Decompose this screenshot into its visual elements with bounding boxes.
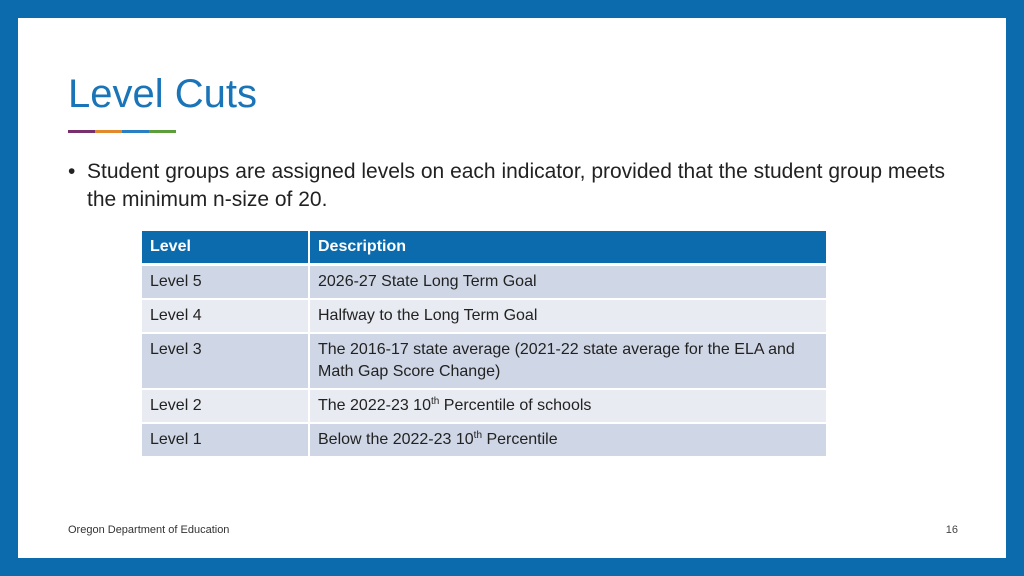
table-row bbox=[142, 389, 826, 423]
table-row bbox=[142, 265, 826, 300]
slide-title: Level Cuts bbox=[68, 72, 257, 116]
description-text: The 2022-23 10 bbox=[318, 397, 431, 414]
level-cell: Level 1 bbox=[142, 423, 309, 457]
description-cell bbox=[309, 389, 826, 423]
level-cuts-table bbox=[142, 231, 826, 458]
ordinal-suffix: th bbox=[473, 430, 483, 441]
description-text: Percentile bbox=[482, 431, 558, 448]
accent-segment-orange bbox=[95, 130, 122, 133]
description-cell: The 2016-17 state average (2021-22 state average for the ELA and Math Gap Score Change) bbox=[309, 333, 826, 389]
title-accent-bar bbox=[68, 130, 176, 133]
slide bbox=[18, 18, 1006, 558]
description-cell: Halfway to the Long Term Goal bbox=[309, 299, 826, 333]
level-cell: Level 4 bbox=[142, 299, 309, 333]
level-cell: Level 2 bbox=[142, 389, 309, 423]
accent-segment-blue bbox=[122, 130, 149, 133]
table-row bbox=[142, 299, 826, 333]
description-text: Below the 2022-23 10 bbox=[318, 431, 474, 448]
accent-segment-green bbox=[149, 130, 176, 133]
header-description: Description bbox=[309, 231, 826, 265]
bullet-point bbox=[68, 158, 948, 214]
level-cell: Level 3 bbox=[142, 333, 309, 389]
page-number: 16 bbox=[945, 524, 958, 536]
header-level: Level bbox=[142, 231, 309, 265]
table-header-row bbox=[142, 231, 826, 265]
description-cell bbox=[309, 423, 826, 457]
table-row bbox=[142, 423, 826, 457]
footer-organization: Oregon Department of Education bbox=[68, 524, 230, 536]
bullet-icon: • bbox=[68, 160, 76, 183]
bullet-text: Student groups are assigned levels on each indicator, provided that the student group meets the minimum n-size of 20. bbox=[87, 160, 946, 211]
description-text: Percentile of schools bbox=[439, 397, 592, 414]
table-row bbox=[142, 333, 826, 389]
ordinal-suffix: th bbox=[430, 396, 440, 407]
level-cell: Level 5 bbox=[142, 265, 309, 300]
accent-segment-purple bbox=[68, 130, 95, 133]
description-cell: 2026-27 State Long Term Goal bbox=[309, 265, 826, 300]
